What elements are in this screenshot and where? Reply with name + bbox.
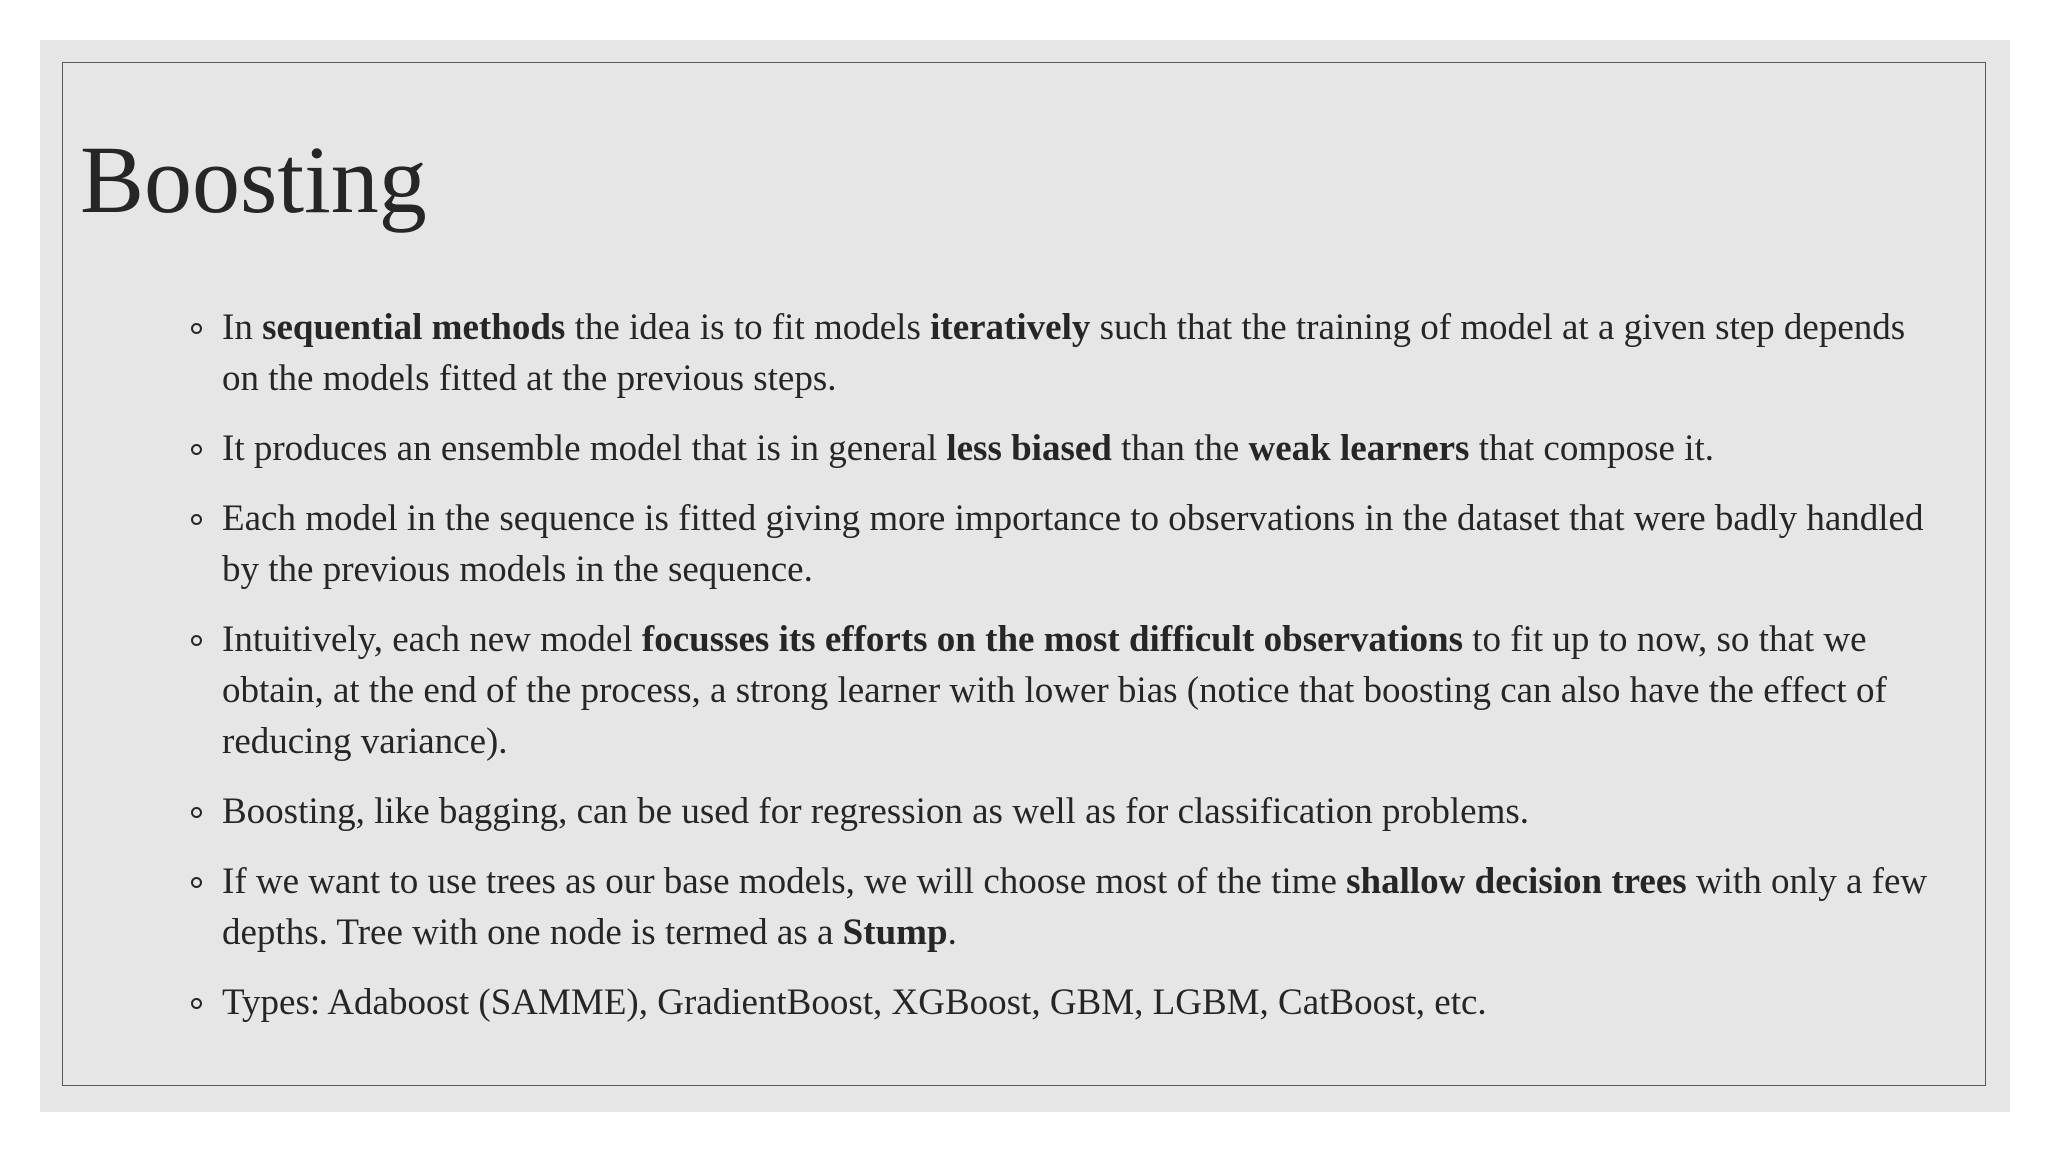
bullet-text: Intuitively, each new model bbox=[222, 619, 642, 660]
bullet-text: Boosting, like bagging, can be used for regression as well as for classification problems. bbox=[222, 791, 1530, 832]
bullet-text: than the bbox=[1111, 428, 1249, 469]
bullet-text: . bbox=[947, 912, 957, 953]
bullet-text: to fit up to now, so that we obtain, at the end of the process, a strong learner with lower bias (notice that boosting can also have the effect of reducing variance). bbox=[222, 619, 1887, 762]
bullet-text: that compose it. bbox=[1469, 428, 1715, 469]
bullet-text: If we want to use trees as our base models, we will choose most of the time bbox=[222, 861, 1347, 902]
bullet-circle-icon bbox=[191, 635, 202, 646]
bullet-text-emphasis: sequential methods bbox=[262, 307, 566, 348]
bullet-text: It produces an ensemble model that is in general bbox=[222, 428, 947, 469]
bullet-text-emphasis: Stump bbox=[842, 912, 948, 953]
bullet-text-emphasis: shallow decision trees bbox=[1346, 861, 1687, 902]
bullet-text: the idea is to fit models bbox=[565, 307, 931, 348]
bullet-item bbox=[180, 856, 1940, 958]
bullet-item bbox=[180, 614, 1940, 767]
bullet-item bbox=[180, 423, 1940, 474]
bullet-item bbox=[180, 302, 1940, 404]
slide-title: Boosting bbox=[80, 126, 427, 233]
bullet-item bbox=[180, 977, 1940, 1028]
bullet-item bbox=[180, 786, 1940, 837]
bullet-text-emphasis: less biased bbox=[946, 428, 1112, 469]
bullet-circle-icon bbox=[191, 323, 202, 334]
bullet-text: Types: Adaboost (SAMME), GradientBoost, XGBoost, GBM, LGBM, CatBoost, etc. bbox=[222, 982, 1487, 1023]
bullet-text: Each model in the sequence is fitted giving more importance to observations in the dataset that were badly handled by the previous models in the sequence. bbox=[222, 498, 1924, 590]
slide bbox=[40, 40, 2010, 1112]
bullet-circle-icon bbox=[191, 998, 202, 1009]
bullet-text-emphasis: iteratively bbox=[930, 307, 1091, 348]
bullet-text: with only a few depths. Tree with one node is termed as a bbox=[222, 861, 1928, 953]
bullet-circle-icon bbox=[191, 514, 202, 525]
bullet-text-emphasis: weak learners bbox=[1248, 428, 1470, 469]
bullet-item bbox=[180, 493, 1940, 595]
bullet-text: In bbox=[222, 307, 263, 348]
bullet-text: such that the training of model at a given step depends on the models fitted at the previous steps. bbox=[222, 307, 1906, 399]
bullet-circle-icon bbox=[191, 877, 202, 888]
bullet-text-emphasis: focusses its efforts on the most difficult observations bbox=[641, 619, 1464, 660]
bullet-circle-icon bbox=[191, 807, 202, 818]
bullet-circle-icon bbox=[191, 444, 202, 455]
bullet-list bbox=[180, 302, 1940, 1047]
